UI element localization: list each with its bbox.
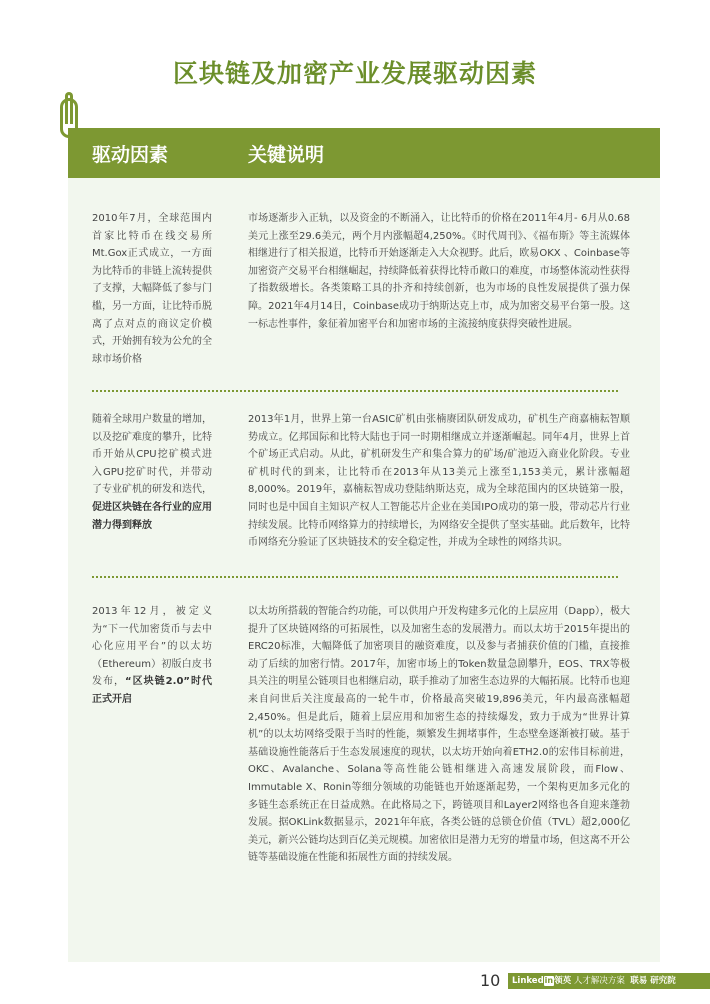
header-drivers: 驱动因素 [92, 144, 169, 166]
row-3-driver-highlight: “区块链2.0”时代正式开启 [92, 676, 212, 705]
table-header [68, 128, 660, 178]
paperclip-inner-icon [65, 92, 73, 124]
row-2-driver-highlight: 促进区块链在各行业的应用潜力得到释放 [92, 501, 212, 531]
row-divider-2 [92, 576, 618, 578]
linkedin-logo-text: Linked [512, 976, 544, 986]
page-title: 区块链及加密产业发展驱动因素 [172, 59, 537, 88]
partner-logo: 联易 研究院 [630, 976, 676, 986]
row-1-driver-text: 2010年7月，全球范围内首家比特币在线交易所Mt.Gox正式成立，一方面为比特币的非链上流转提供了支撑，大幅降低了参与门槛，另一方面，让比特币脱离了点对点的商议定价模式，开始拥有较为公允的全球市场价格 [92, 213, 212, 365]
row-1-driver [92, 210, 212, 368]
linkedin-cn: 领英 [554, 976, 572, 986]
row-2-driver [92, 411, 212, 534]
row-divider-1 [92, 390, 618, 392]
row-3-description: 以太坊所搭载的智能合约功能，可以供用户开发构建多元化的上层应用（Dapp），极大提升了区块链网络的可拓展性，以及加密生态的发展潜力。而以太坊于2015年提出的ERC20标准，大幅降低了加密项目的融资难度，以及参与者捕获价值的门槛，直接推动了后续的加密行情。2017年，加密市场上的Token数量急剧攀升，EOS、TRX等极具关注的明星公链项目也相继启动，联手推动了加密生态边界的大幅拓展。比特币也迎来自问世后关注度最高的一轮牛市，价格最高突破19,896美元，年内最高涨幅超2,450%。但是此后，随着上层应用和加密生态的持续爆发，致力于成为“世界计算机”的以太坊网络受限于当时的性能，频繁发生拥堵事件，生态壁垒逐渐被打破。基于基础设施性能落后于生态发展速度的现状，以太坊开始向着ETH2.0的宏伟目标前进，OKC、Avalanche、Solana等高性能公链相继进入高速发展阶段，而Flow、Immutable X、Ronin等细分领域的功能链也开始逐渐起势，一个架构更加多元化的多链生态系统正在日益成熟。在此格局之下，跨链项目和Layer2网络也各自迎来蓬勃发展。据OKLink数据显示，2021年年底，各类公链的总锁仓价值（TVL）超2,000亿美元，新兴公链均达到百亿美元规模。加密依旧是潜力无穷的增量市场，但这离不开公链等基础设施在性能和拓展性方面的持续发展。 [248, 606, 630, 864]
linkedin-tagline: 人才解决方案 [573, 976, 625, 986]
header-description: 关键说明 [248, 144, 325, 166]
footer-brand [508, 973, 710, 989]
row-3-driver [92, 603, 212, 709]
row-1-description: 市场逐渐步入正轨，以及资金的不断涌入，让比特币的价格在2011年4月- 6月从0.68美元上涨至29.6美元，两个月内涨幅超4,250%。《时代周刊》、《福布斯》等主流媒体相继进行了相关报道，比特币开始逐渐走入大众视野。此后，欧易OKX 、Coinbase等加密资产交易平台相继崛起，持续降低着获得比特币敞口的难度，市场整体流动性获得了指数级增长。各类策略工具的扑齐和持续创新，也为市场的良性发展提供了强力保障。2021年4月14日，Coinbase成功于纳斯达克上市，成为加密交易平台第一股。这一标志性事件，象征着加密平台和加密市场的主流接纳度获得突破性进展。 [248, 213, 630, 330]
row-2-description: 2013年1月，世界上第一台ASIC矿机由张楠赓团队研发成功，矿机生产商嘉楠耘智顺势成立。亿邦国际和比特大陆也于同一时期相继成立并逐渐崛起。同年4月，世界上首个矿场正式启动。从此，矿机研发生产和集合算力的矿场/矿池迈入商业化阶段。专业矿机时代的到来，让比特币在2013年从13美元上涨至1,153美元，累计涨幅超8,000%。2019年，嘉楠耘智成功登陆纳斯达克，成为全球范围内的区块链第一股，同时也是中国自主知识产权人工智能芯片企业在美国IPO成功的第一股，带动芯片行业持续发展。比特币网络算力的持续增长，为网络安全提供了坚实基础。此后数年，比特币网络充分验证了区块链技术的安全稳定性，并成为全球性的网络共识。 [248, 414, 630, 549]
page-number: 10 [480, 971, 501, 990]
row-2-driver-text: 随着全球用户数量的增加，以及挖矿难度的攀升，比特币开始从CPU挖矿模式进入GPU挖矿时代，并带动了专业矿机的研发和迭代， [92, 414, 212, 496]
linkedin-in-icon: in [544, 976, 554, 985]
row-3-driver-text: 2013年12月，被定义为“下一代加密货币与去中心化应用平台”的以太坊（Ethereum）初版白皮书发布， [92, 606, 212, 688]
